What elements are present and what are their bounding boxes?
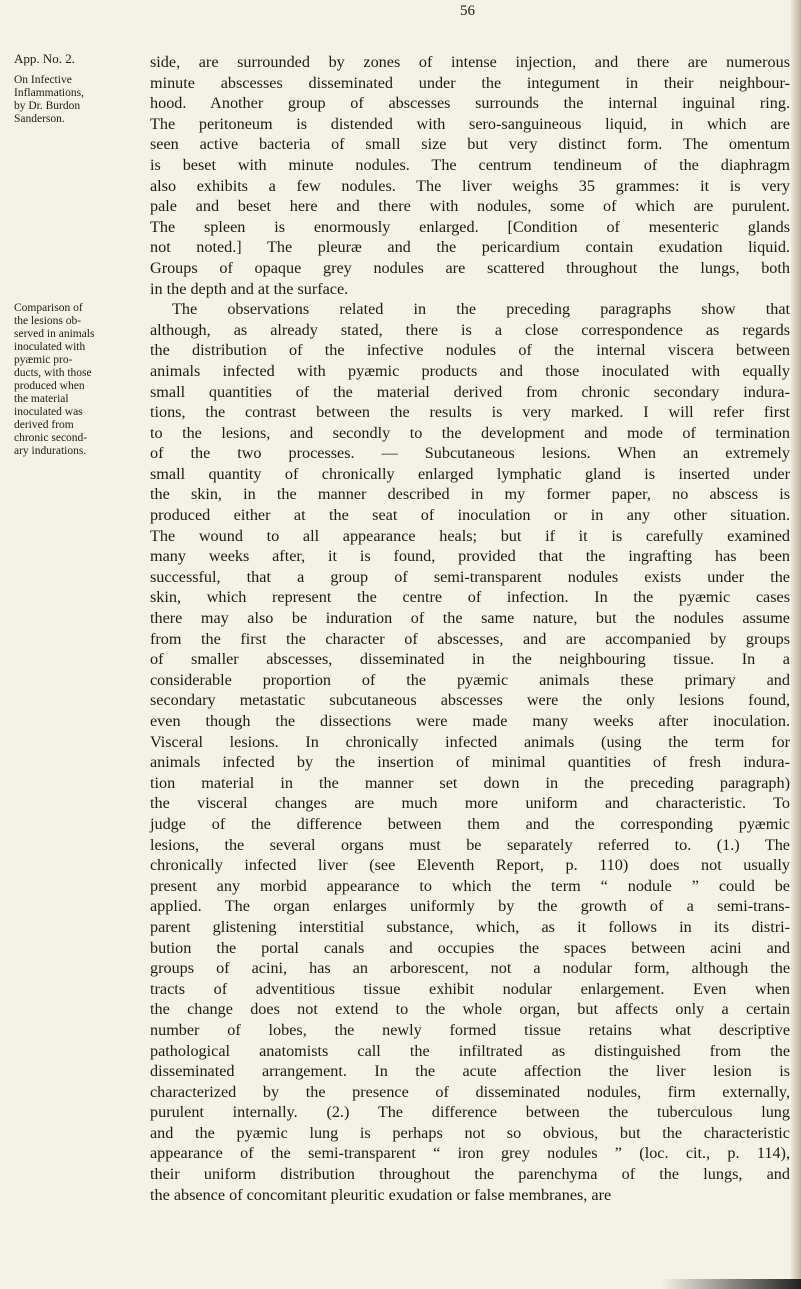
margin-note-line: by Dr. Burdon xyxy=(14,100,81,112)
text-line: the visceral changes are much more uniform and characteristic. To xyxy=(150,794,790,813)
margin-note-line: Comparison of xyxy=(14,302,83,314)
text-line: disseminated arrangement. In the acute affection the liver lesion is xyxy=(150,1062,790,1081)
text-line: judge of the difference between them and the corresponding pyæmic xyxy=(150,814,790,833)
margin-note-line: produced when xyxy=(14,380,85,392)
text-line: chronically infected liver (see Eleventh Report, p. 110) does not usually xyxy=(150,856,790,875)
text-line: of smaller abscesses, disseminated in the neighbouring tissue. In a xyxy=(150,650,790,669)
text-line: present any morbid appearance to which the term “ nodule ” could be xyxy=(150,876,790,895)
text-line: and the pyæmic lung is perhaps not so obvious, but the characteristic xyxy=(150,1123,790,1142)
text-line: animals infected with pyæmic products and those inoculated with equally xyxy=(150,361,790,380)
text-line: minute abscesses disseminated under the integument in their neighbour- xyxy=(150,73,790,92)
text-line: of the two processes. — Subcutaneous lesions. When an extremely xyxy=(150,444,790,463)
margin-note-line: served in animals xyxy=(14,328,95,340)
text-line: lesions, the several organs must be separately referred to. (1.) The xyxy=(150,835,790,854)
text-line: applied. The organ enlarges uniformly by the growth of a semi-trans- xyxy=(150,897,790,916)
text-line: pathological anatomists call the infiltrated as distinguished from the xyxy=(150,1041,790,1060)
author-note xyxy=(14,74,134,126)
text-line: groups of acini, has an arborescent, not a nodular form, although the xyxy=(150,959,790,978)
text-line: produced either at the seat of inoculation or in any other situation. xyxy=(150,506,790,525)
comparison-note xyxy=(14,302,134,458)
margin-note-line: inoculated with xyxy=(14,341,86,353)
text-line: in the depth and at the surface. xyxy=(150,279,349,298)
margin-note-line: ducts, with those xyxy=(14,367,92,379)
text-line: the distribution of the infective nodules of the internal viscera between xyxy=(150,341,790,360)
text-line: skin, which represent the centre of infection. In the pyæmic cases xyxy=(150,588,790,607)
text-line: the change does not extend to the whole organ, but affects only a certain xyxy=(150,1000,790,1019)
page-edge-shadow xyxy=(791,0,801,1289)
text-line: considerable proportion of the pyæmic animals these primary and xyxy=(150,670,790,689)
text-line: bution the portal canals and occupies the spaces between acini and xyxy=(150,938,790,957)
margin-note-line: Sanderson. xyxy=(14,113,65,125)
text-line: many weeks after, it is found, provided that the ingrafting has been xyxy=(150,547,790,566)
text-line: not noted.] The pleuræ and the pericardium contain exudation liquid. xyxy=(150,238,790,257)
margin-note-line: pyæmic pro- xyxy=(14,354,73,366)
page-number: 56 xyxy=(460,3,475,19)
text-line: although, as already stated, there is a close correspondence as regards xyxy=(150,320,790,339)
text-line: The wound to all appearance heals; but if it is carefully examined xyxy=(150,526,790,545)
text-line: their uniform distribution throughout the parenchyma of the lungs, and xyxy=(150,1165,790,1184)
margin-note-line: inoculated was xyxy=(14,406,83,418)
margin-note-line: the lesions ob- xyxy=(14,315,82,327)
text-line: The spleen is enormously enlarged. [Condition of mesenteric glands xyxy=(150,217,790,236)
text-line: The observations related in the preceding paragraphs show that xyxy=(172,300,790,319)
text-line: small quantity of chronically enlarged lymphatic gland is inserted under xyxy=(150,464,790,483)
text-line: tions, the contrast between the results is very marked. I will refer first xyxy=(150,403,790,422)
text-line: there may also be induration of the same nature, but the nodules assume xyxy=(150,609,790,628)
text-line: side, are surrounded by zones of intense injection, and there are numerous xyxy=(150,53,790,71)
text-line: is beset with minute nodules. The centrum tendineum of the diaphragm xyxy=(150,155,790,174)
text-line: small quantities of the material derived from chronic secondary indura- xyxy=(150,382,790,401)
text-line: parent glistening interstitial substance, which, as it follows in its distri- xyxy=(150,917,790,936)
margin-note-line: derived from xyxy=(14,419,74,431)
text-line: purulent internally. (2.) The difference between the tuberculous lung xyxy=(150,1103,790,1122)
text-line: Visceral lesions. In chronically infected animals (using the term for xyxy=(150,732,790,751)
text-line: pale and beset here and there with nodules, some of which are purulent. xyxy=(150,197,790,216)
text-line: also exhibits a few nodules. The liver weighs 35 grammes: it is very xyxy=(150,176,790,195)
appendix-number-note xyxy=(14,52,134,65)
text-line: secondary metastatic subcutaneous abscesses were the only lesions found, xyxy=(150,691,790,710)
text-line: animals infected by the insertion of minimal quantities of fresh indura- xyxy=(150,753,790,772)
text-line: the absence of concomitant pleuritic exudation or false membranes, are xyxy=(150,1185,612,1204)
margin-note-line: chronic second- xyxy=(14,432,88,444)
margin-note-line: App. No. 2. xyxy=(14,51,76,66)
text-line: even though the dissections were made many weeks after inoculation. xyxy=(150,712,790,730)
margin-note-line: On Infective xyxy=(14,74,72,86)
margin-note-line: ary indurations. xyxy=(14,445,87,457)
body-text xyxy=(150,52,790,1205)
text-line: to the lesions, and secondly to the development and mode of termination xyxy=(150,423,790,442)
text-line: from the first the character of abscesses, and are accompanied by groups xyxy=(150,629,790,648)
text-line: seen active bacteria of small size but very distinct form. The omentum xyxy=(150,135,790,154)
page-corner-shadow xyxy=(661,1279,801,1289)
text-line: characterized by the presence of disseminated nodules, firm externally, xyxy=(150,1082,790,1101)
text-line: appearance of the semi-transparent “ iron grey nodules ” (loc. cit., p. 114), xyxy=(150,1144,790,1163)
text-line: Groups of opaque grey nodules are scattered throughout the lungs, both xyxy=(150,258,790,277)
text-line: tion material in the manner set down in the preceding paragraph) xyxy=(150,773,790,792)
margin-note-line: the material xyxy=(14,393,69,405)
text-line: successful, that a group of semi-transparent nodules exists under the xyxy=(150,567,790,586)
text-line: hood. Another group of abscesses surrounds the internal inguinal ring. xyxy=(150,94,790,113)
margin-note-line: Inflammations, xyxy=(14,87,84,99)
text-line: number of lobes, the newly formed tissue retains what descriptive xyxy=(150,1020,790,1039)
text-line: The peritoneum is distended with sero-sanguineous liquid, in which are xyxy=(150,114,790,133)
text-line: tracts of adventitious tissue exhibit nodular enlargement. Even when xyxy=(150,979,790,998)
text-line: the skin, in the manner described in my former paper, no abscess is xyxy=(150,485,790,504)
